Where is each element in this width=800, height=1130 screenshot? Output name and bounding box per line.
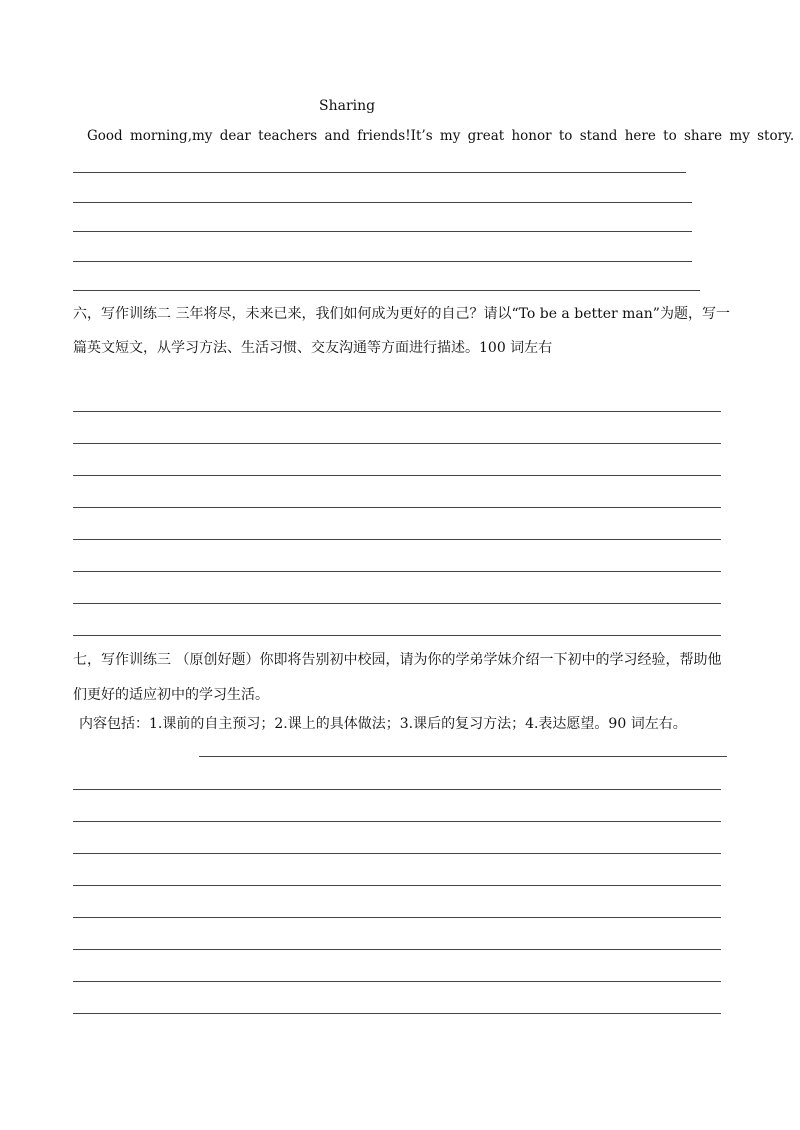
section-6-prompt-line-2: 篇英文短文，从学习方法、生活习惯、交友沟通等方面进行描述。100 词左右 <box>73 340 553 356</box>
writing-line[interactable] <box>73 1013 721 1014</box>
writing-line[interactable] <box>73 885 721 886</box>
writing-line[interactable] <box>73 821 721 822</box>
section-7-prompt-line-2: 们更好的适应初中的学习生活。 <box>73 687 269 703</box>
writing-line[interactable] <box>73 853 721 854</box>
writing-line[interactable] <box>73 571 721 572</box>
writing-line[interactable] <box>73 789 721 790</box>
essay-opening-sentence: Good morning,my dear teachers and friends!It’s my great honor to stand here to share my story. <box>87 128 795 144</box>
section-6-prompt-line-1: 六，写作训练二 三年将尽，未来已来，我们如何成为更好的自己？请以“To be a better man”为题，写一 <box>73 306 730 322</box>
writing-line[interactable] <box>73 202 692 203</box>
essay-title: Sharing <box>319 98 376 114</box>
writing-line[interactable] <box>73 917 721 918</box>
writing-line[interactable] <box>73 172 686 173</box>
writing-line[interactable] <box>73 411 721 412</box>
writing-line[interactable] <box>73 261 692 262</box>
writing-line[interactable] <box>73 603 721 604</box>
writing-line[interactable] <box>73 507 721 508</box>
writing-line[interactable] <box>73 949 721 950</box>
writing-line[interactable] <box>73 635 721 636</box>
section-7-prompt-line-1: 七，写作训练三 （原创好题）你即将告别初中校园，请为你的学弟学妹介绍一下初中的学习经验，帮助他 <box>73 652 722 668</box>
writing-line[interactable] <box>73 231 692 232</box>
writing-line[interactable] <box>73 443 721 444</box>
writing-line[interactable] <box>73 981 721 982</box>
section-7-content-requirements: 内容包括：1.课前的自主预习；2.课上的具体做法；3.课后的复习方法；4.表达愿望。90 词左右。 <box>79 716 687 732</box>
writing-line[interactable] <box>73 539 721 540</box>
writing-line[interactable] <box>73 475 721 476</box>
writing-line[interactable] <box>73 290 700 291</box>
writing-line-title[interactable] <box>199 756 727 757</box>
